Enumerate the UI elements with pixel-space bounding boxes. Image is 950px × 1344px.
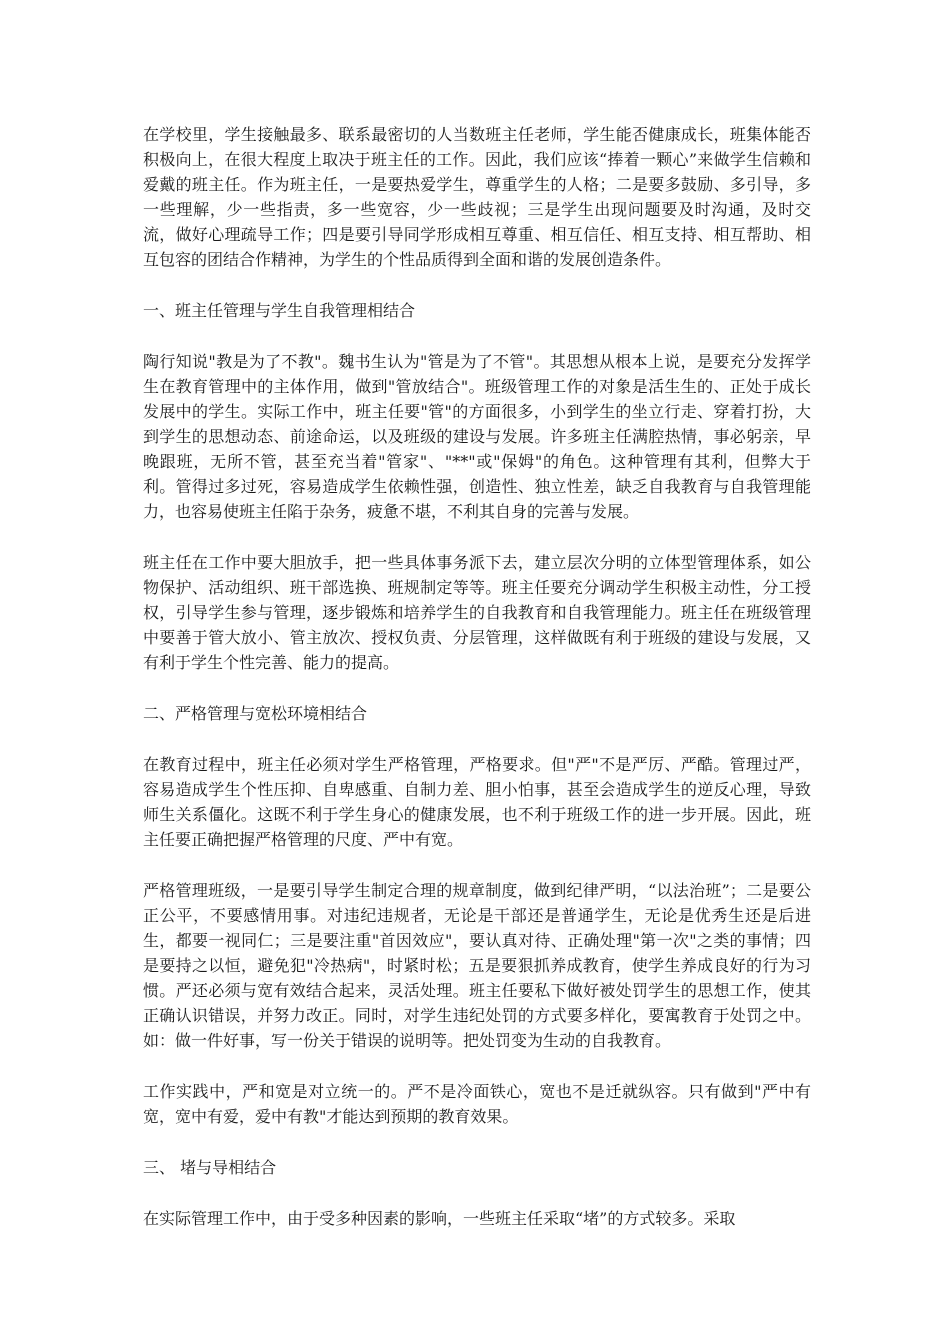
intro-paragraph: 在学校里，学生接触最多、联系最密切的人当数班主任老师，学生能否健康成长，班集体能否积极向上，在很大程度上取决于班主任的工作。因此，我们应该“捧着一颗心”来做学生信赖和爱戴的班主任。作为班主任，一是要热爱学生，尊重学生的人格；二是要多鼓励、多引导，多一些理解，少一些指责，多一些宽容，少一些歧视；三是学生出现问题要及时沟通，及时交流，做好心理疏导工作；四是要引导同学形成相互尊重、相互信任、相互支持、相互帮助、相互包容的团结合作精神，为学生的个性品质得到全面和谐的发展创造条件。 xyxy=(143,125,811,269)
section-heading-3: 三、 堵与导相结合 xyxy=(143,1158,277,1177)
section2-paragraph-1: 在教育过程中，班主任必须对学生严格管理，严格要求。但"严"不是严厉、严酷。管理过严，容易造成学生个性压抑、自卑感重、自制力差、胆小怕事，甚至会造成学生的逆反心理，导致师生关系僵化。这既不利于学生身心的健康发展，也不利于班级工作的进一步开展。因此，班主任要正确把握严格管理的尺度、严中有宽。 xyxy=(143,755,811,849)
section2-paragraph-3: 工作实践中，严和宽是对立统一的。严不是冷面铁心，宽也不是迁就纵容。只有做到"严中有宽，宽中有爱，爱中有教"才能达到预期的教育效果。 xyxy=(143,1082,811,1126)
section3-paragraph-1: 在实际管理工作中，由于受多种因素的影响，一些班主任采取“堵”的方式较多。采取 xyxy=(143,1209,736,1228)
section2-paragraph-2: 严格管理班级，一是要引导学生制定合理的规章制度，做到纪律严明，“以法治班”；二是要公正公平，不要感情用事。对违纪违规者，无论是干部还是普通学生，无论是优秀生还是后进生，都要一视同仁；三是要注重"首因效应"，要认真对待、正确处理"第一次"之类的事情；四是要持之以恒，避免犯"冷热病"，时紧时松；五是要狠抓养成教育，使学生养成良好的行为习惯。严还必须与宽有效结合起来，灵活处理。班主任要私下做好被处罚学生的思想工作，使其正确认识错误，并努力改正。同时，对学生违纪处罚的方式要多样化，要寓教育于处罚之中。如：做一件好事，写一份关于错误的说明等。把处罚变为生动的自我教育。 xyxy=(143,881,811,1050)
section-heading-2: 二、严格管理与宽松环境相结合 xyxy=(143,704,368,723)
document-page xyxy=(143,122,811,1257)
section-heading-1: 一、班主任管理与学生自我管理相结合 xyxy=(143,301,416,320)
section1-paragraph-1: 陶行知说"教是为了不教"。魏书生认为"管是为了不管"。其思想从根本上说，是要充分发挥学生在教育管理中的主体作用，做到"管放结合"。班级管理工作的对象是活生生的、正处于成长发展中的学生。实际工作中，班主任要"管"的方面很多，小到学生的坐立行走、穿着打扮，大到学生的思想动态、前途命运，以及班级的建设与发展。许多班主任满腔热情，事必躬亲，早晚跟班，无所不管，甚至充当着"管家"、"**"或"保姆"的角色。这种管理有其利，但弊大于利。管得过多过死，容易造成学生依赖性强，创造性、独立性差，缺乏自我教育与自我管理能力，也容易使班主任陷于杂务，疲惫不堪，不利其自身的完善与发展。 xyxy=(143,352,811,521)
section1-paragraph-2: 班主任在工作中要大胆放手，把一些具体事务派下去，建立层次分明的立体型管理体系，如公物保护、活动组织、班干部选换、班规制定等等。班主任要充分调动学生积极主动性，分工授权，引导学生参与管理，逐步锻炼和培养学生的自我教育和自我管理能力。班主任在班级管理中要善于管大放小、管主放次、授权负责、分层管理，这样做既有利于班级的建设与发展，又有利于学生个性完善、能力的提高。 xyxy=(143,553,811,672)
